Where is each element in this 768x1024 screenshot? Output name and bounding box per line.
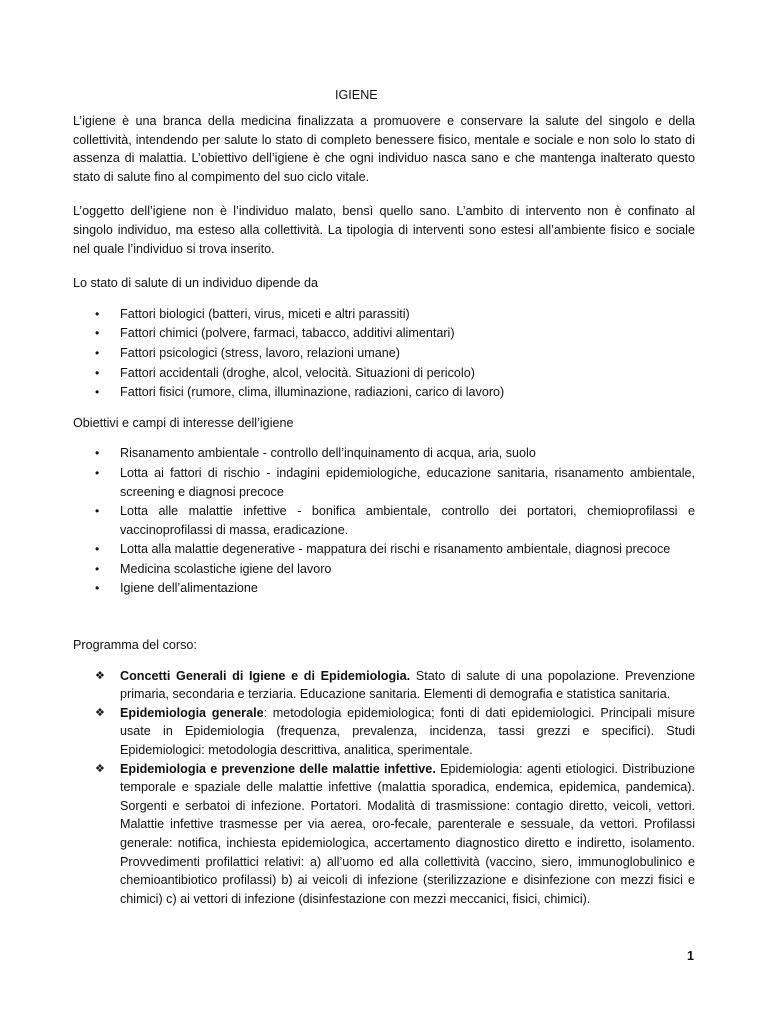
list-item: • Lotta alle malattie infettive - bonifica ambientale, controllo dei portatori, chemioprofilassi e vaccinoprofilassi di massa, eradicazione. bbox=[95, 504, 695, 537]
diamond-bullet-icon: ❖ bbox=[95, 762, 105, 775]
bullet-icon: • bbox=[95, 385, 100, 400]
list-item: • Fattori biologici (batteri, virus, miceti e altri parassiti) bbox=[73, 305, 695, 324]
list-item: • Risanamento ambientale - controllo dell’inquinamento di acqua, aria, suolo bbox=[73, 444, 695, 463]
bullet-icon: • bbox=[95, 504, 100, 519]
bullet-icon: • bbox=[95, 465, 100, 480]
bullet-icon: • bbox=[95, 561, 100, 576]
list-item: • Fattori fisici (rumore, clima, illuminazione, radiazioni, carico di lavoro) bbox=[73, 383, 695, 402]
list-item: • Fattori psicologici (stress, lavoro, relazioni umane) bbox=[73, 344, 695, 363]
list-item: ❖ Epidemiologia generale: metodologia epidemiologica; fonti di dati epidemiologici. Principali misure usate in Epidemiologia (frequenza, prevalenza, incidenza, tassi grezzi e specifici). Studi Epidemiologici: metodologia descrittiva, analitica, sperimentale. bbox=[95, 705, 695, 758]
bullet-icon: • bbox=[95, 306, 100, 321]
scope-paragraph: L’oggetto dell’igiene non è l’individuo malato, bensì quello sano. L’ambito di intervento non è confinato al singolo individuo, ma esteso alla collettività. La tipologia di interventi sono estesi all’ambiente fisico e sociale nel quale l’individuo si trova inserito. bbox=[73, 204, 695, 256]
document-title: IGIENE bbox=[335, 88, 378, 102]
list-item: ❖ Concetti Generali di Igiene e di Epidemiologia. Stato di salute di una popolazione. Prevenzione primaria, secondaria e terziaria. Educazione sanitaria. Elementi di demografia e statistica sanitaria. bbox=[95, 668, 695, 702]
bullet-icon: • bbox=[95, 581, 100, 596]
bullet-icon: • bbox=[95, 345, 100, 360]
document-page bbox=[73, 86, 695, 908]
objectives-list bbox=[73, 444, 695, 598]
health-heading: Lo stato di salute di un individuo dipende da bbox=[73, 276, 319, 291]
bullet-icon: • bbox=[95, 326, 100, 341]
bullet-icon: • bbox=[95, 542, 100, 557]
bullet-icon: • bbox=[95, 365, 100, 380]
diamond-bullet-icon: ❖ bbox=[95, 706, 105, 719]
list-item: • Lotta alla malattie degenerative - mappatura dei rischi e risanamento ambientale, diagnosi precoce bbox=[73, 540, 695, 559]
intro-paragraph: L’igiene è una branca della medicina finalizzata a promuovere e conservare la salute del singolo e della collettività, intendendo per salute lo stato di completo benessere fisico, mentale e sociale e non solo lo stato di assenza di malattia. L’obiettivo dell’igiene è che ogni individuo nasca sano e che mantenga inalterato questo stato di salute fino al compimento del suo ciclo vitale. bbox=[73, 114, 695, 184]
objectives-heading: Obiettivi e campi di interesse dell’igiene bbox=[73, 415, 294, 430]
health-factors-list bbox=[73, 305, 695, 402]
program-list bbox=[73, 667, 695, 909]
page-number: 1 bbox=[686, 949, 694, 963]
list-item: ❖ Epidemiologia e prevenzione delle malattie infettive. Epidemiologia: agenti etiologici. Distribuzione temporale e spaziale delle malattie infettive (malattia sporadica, endemica, epidemica, pandemica). Sorgenti e serbatoi di infezione. Portatori. Modalità di trasmissione: contagio diretto, veicoli, vettori. Malattie infettive trasmesse per via aerea, oro-fecale, parenterale e sessuale, da vettori. Profilassi generale: notifica, inchiesta epidemiologica, accertamento diagnostico diretto e indiretto, isolamento. Provvedimenti profilattici relativi: a) all’uomo ed alla collettività (vaccino, siero, immunoglobulinico e chemioantibiotico profilassi) b) ai veicoli di infezione (sterilizzazione e disinfezione con mezzi fisici e chimici) c) ai vettori di infezione (disinfestazione con mezzi meccanici, fisici, chimici). bbox=[95, 761, 695, 906]
diamond-bullet-icon: ❖ bbox=[95, 669, 105, 682]
list-item: • Fattori chimici (polvere, farmaci, tabacco, additivi alimentari) bbox=[73, 324, 695, 343]
list-item: • Lotta ai fattori di rischio - indagini epidemiologiche, educazione sanitaria, risanamento ambientale, screening e diagnosi precoce bbox=[95, 465, 695, 499]
list-item: • Medicina scolastiche igiene del lavoro bbox=[73, 560, 695, 579]
bullet-icon: • bbox=[95, 446, 100, 461]
list-item: • Fattori accidentali (droghe, alcol, velocità. Situazioni di pericolo) bbox=[73, 364, 695, 383]
program-heading: Programma del corso: bbox=[73, 638, 197, 653]
list-item: • Igiene dell’alimentazione bbox=[73, 579, 695, 598]
